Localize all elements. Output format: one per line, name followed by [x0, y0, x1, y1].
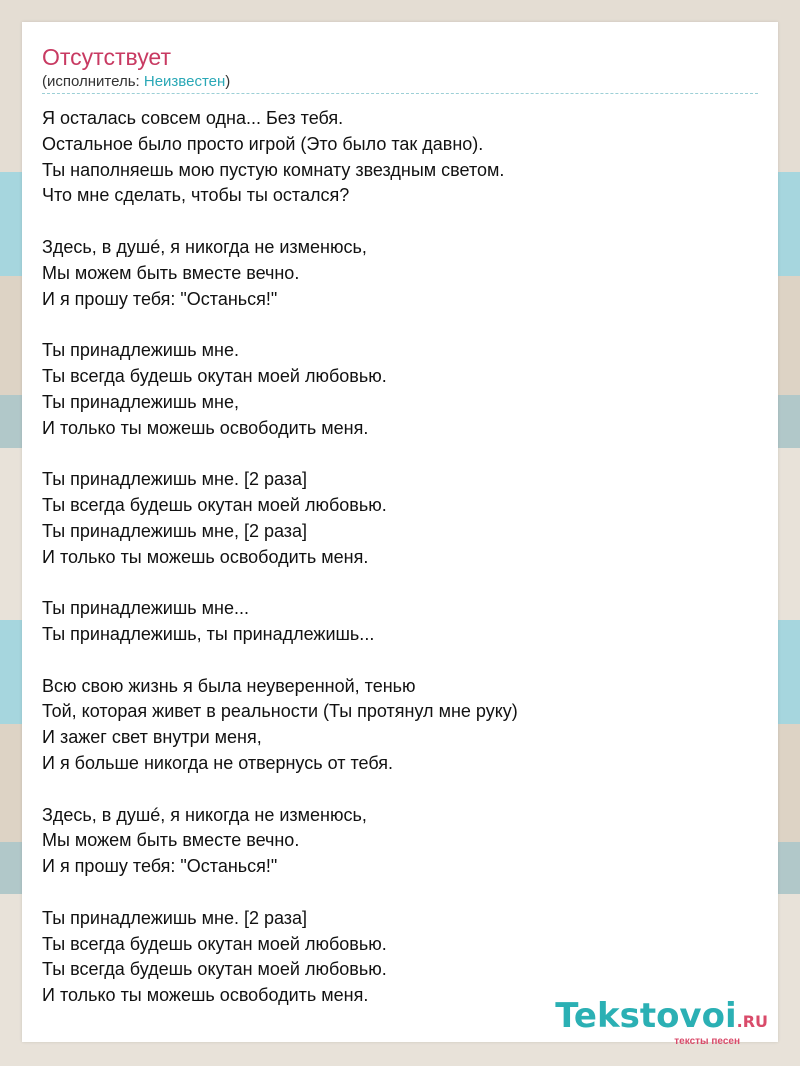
lyrics-stanza	[42, 235, 752, 312]
lyrics-line: Мы можем быть вместе вечно.	[42, 262, 300, 283]
lyrics-stanza	[42, 596, 752, 648]
lyrics-line: И я прошу тебя: "Останься!"	[42, 288, 278, 309]
lyrics-line: Ты всегда будешь окутан моей любовью.	[42, 959, 387, 980]
lyrics-line: Ты всегда будешь окутан моей любовью.	[42, 494, 387, 515]
logo-tld: .RU	[736, 1012, 768, 1031]
lyrics-stanza	[42, 674, 752, 777]
artist-prefix: (исполнитель:	[42, 73, 144, 90]
lyrics-line: Ты наполняешь мою пустую комнату звездным светом.	[42, 159, 505, 180]
lyrics-line: Всю свою жизнь я была неуверенной, тенью	[42, 675, 416, 696]
lyrics-body	[42, 106, 752, 1035]
lyrics-line: Ты принадлежишь мне. [2 раза]	[42, 469, 308, 490]
lyrics-line: Здесь, в душé, я никогда не изменюсь,	[42, 804, 367, 825]
header-divider	[42, 93, 758, 94]
lyrics-stanza	[42, 106, 752, 209]
lyrics-line: И только ты можешь освободить меня.	[42, 417, 369, 438]
lyrics-stanza	[42, 906, 752, 1009]
lyrics-card	[22, 22, 778, 1047]
lyrics-line: Остальное было просто игрой (Это было так давно).	[42, 133, 484, 154]
lyrics-stanza	[42, 467, 752, 570]
lyrics-line: Той, которая живет в реальности (Ты протянул мне руку)	[42, 701, 518, 722]
lyrics-stanza	[42, 338, 752, 441]
lyrics-line: Ты всегда будешь окутан моей любовью.	[42, 933, 387, 954]
lyrics-line: И зажег свет внутри меня,	[42, 727, 262, 748]
logo-name: Tekstovoi	[555, 996, 737, 1036]
lyrics-line: Ты принадлежишь мне. [2 раза]	[42, 907, 308, 928]
site-logo[interactable]	[555, 998, 768, 1048]
lyrics-line: И только ты можешь освободить меня.	[42, 546, 369, 567]
lyrics-line: Ты принадлежишь мне,	[42, 391, 239, 412]
logo-tagline: тексты песен	[674, 1036, 740, 1047]
lyrics-line: Что мне сделать, чтобы ты остался?	[42, 185, 350, 206]
lyrics-line: И только ты можешь освободить меня.	[42, 985, 369, 1006]
lyrics-line: Здесь, в душé, я никогда не изменюсь,	[42, 236, 367, 257]
lyrics-line: Я осталась совсем одна... Без тебя.	[42, 108, 344, 128]
lyrics-line: Ты принадлежишь мне...	[42, 598, 249, 619]
lyrics-line: И я прошу тебя: "Останься!"	[42, 856, 278, 877]
song-title: Отсутствует	[42, 44, 171, 70]
lyrics-line: Ты всегда будешь окутан моей любовью.	[42, 365, 387, 386]
lyrics-line: Ты принадлежишь мне.	[42, 340, 239, 361]
lyrics-line: Ты принадлежишь мне, [2 раза]	[42, 520, 308, 541]
artist-suffix: )	[225, 73, 231, 90]
artist-link[interactable]: Неизвестен	[143, 73, 226, 90]
lyrics-line: Ты принадлежишь, ты принадлежишь...	[42, 623, 375, 644]
lyrics-line: Мы можем быть вместе вечно.	[42, 830, 300, 851]
artist-line	[42, 73, 230, 91]
lyrics-stanza	[42, 803, 752, 880]
lyrics-line: И я больше никогда не отвернусь от тебя.	[42, 752, 393, 773]
